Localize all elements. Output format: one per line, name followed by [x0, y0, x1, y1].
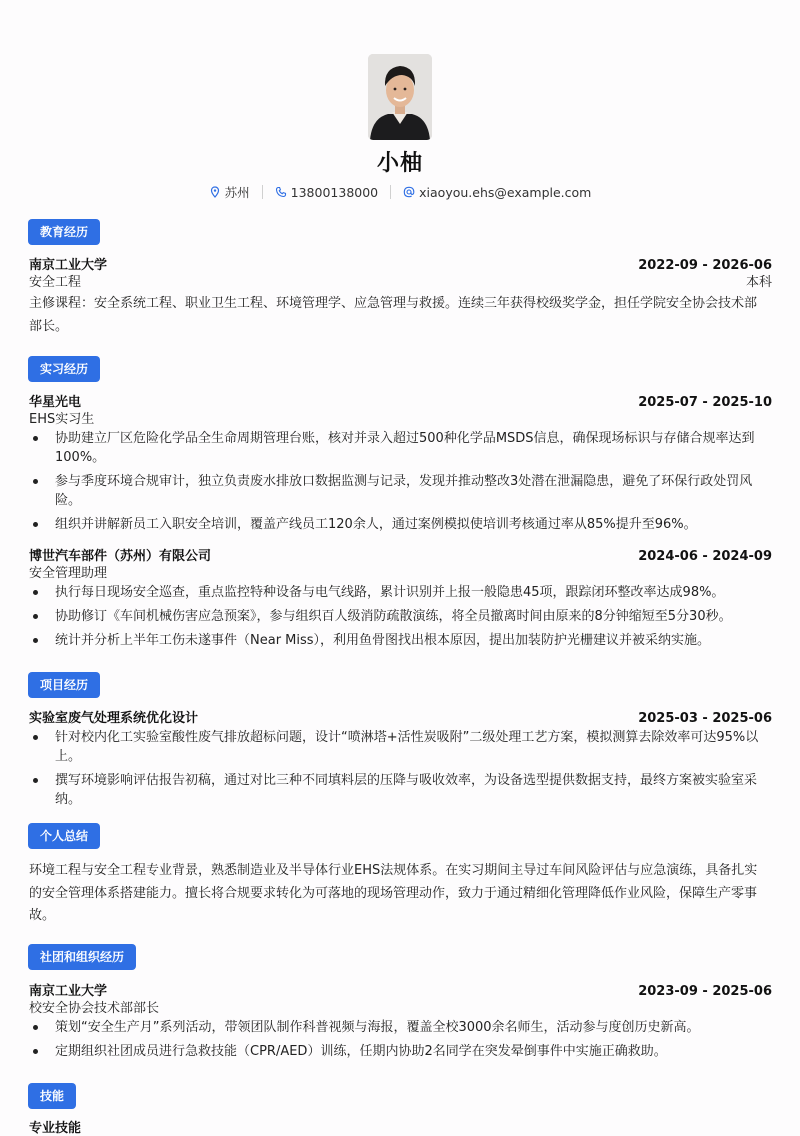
- location-pin-icon: [209, 186, 221, 198]
- job-role-row: [29, 562, 772, 581]
- contact-bar: [0, 183, 800, 201]
- club-org: 南京工业大学: [29, 984, 108, 999]
- project-name: 实验室废气处理系统优化设计: [29, 711, 199, 726]
- section-tag-skills: 技能: [28, 1083, 76, 1109]
- list-item: 针对校内化工实验室酸性废气排放超标问题，设计“喷淋塔+活性炭吸附”二级处理工艺方案，模拟测算去除效率可达95%以上。: [29, 728, 769, 766]
- email-text: xiaoyou.ehs@example.com: [419, 184, 592, 200]
- section-tag-clubs: 社团和组织经历: [28, 944, 136, 970]
- avatar-portrait-icon: [368, 54, 432, 140]
- education-school: 南京工业大学: [29, 258, 108, 273]
- job-company: 华星光电: [29, 395, 82, 410]
- club-role: 校安全协会技术部部长: [29, 1001, 160, 1016]
- list-item: 协助建立厂区危险化学品全生命周期管理台账，核对并录入超过500种化学品MSDS信息，确保现场标识与存储合规率达到100%。: [29, 429, 769, 467]
- list-item: 执行每日现场安全巡查，重点监控特种设备与电气线路，累计识别并上报一般隐患45项，跟踪闭环整改率达成98%。: [29, 583, 769, 602]
- phone-icon: [275, 186, 287, 198]
- education-subrow: [29, 271, 772, 290]
- phone-item: [275, 185, 378, 200]
- club-bullets: [29, 1018, 769, 1066]
- education-degree: 本科: [745, 275, 772, 290]
- list-item: 组织并讲解新员工入职安全培训，覆盖产线员工120余人，通过案例模拟使培训考核通过率从85%提升至96%。: [29, 515, 769, 534]
- job-role: EHS实习生: [29, 412, 95, 427]
- job-bullets: [29, 429, 769, 539]
- email-item: [403, 185, 591, 200]
- project-dates: 2025-03 - 2025-06: [638, 711, 772, 726]
- summary-text: 环境工程与安全工程专业背景，熟悉制造业及半导体行业EHS法规体系。在实习期间主导过车间风险评估与应急演练，具备扎实的安全管理体系搭建能力。擅长将合规要求转化为可落地的现场管理动作，致力于通过精细化管理降低作业风险，保障生产零事故。: [29, 863, 758, 923]
- job-company: 博世汽车部件（苏州）有限公司: [29, 549, 212, 564]
- list-item: 策划“安全生产月”系列活动，带领团队制作科普视频与海报，覆盖全校3000余名师生，活动参与度创历史新高。: [29, 1018, 769, 1037]
- project-row: [29, 707, 772, 726]
- education-major: 安全工程: [29, 275, 82, 290]
- list-item: 撰写环境影响评估报告初稿，通过对比三种不同填料层的压降与吸收效率，为设备选型提供数据支持，最终方案被实验室采纳。: [29, 771, 769, 809]
- list-item: 统计并分析上半年工伤未遂事件（Near Miss），利用鱼骨图找出根本原因，提出加装防护光栅建议并被采纳实施。: [29, 631, 769, 650]
- job-role-row: [29, 408, 772, 427]
- club-role-row: [29, 997, 772, 1016]
- location-item: [209, 183, 250, 201]
- project-bullets: [29, 728, 769, 814]
- candidate-name: 小柚: [376, 151, 423, 176]
- contact-divider: [390, 185, 391, 199]
- list-item: 参与季度环境合规审计，独立负责废水排放口数据监测与记录，发现并推动整改3处潜在泄漏隐患，避免了环保行政处罚风险。: [29, 472, 769, 510]
- education-dates: 2022-09 - 2026-06: [638, 258, 772, 273]
- section-tag-education: 教育经历: [28, 219, 100, 245]
- section-tag-internship: 实习经历: [28, 356, 100, 382]
- list-item: 定期组织社团成员进行急救技能（CPR/AED）训练，任期内协助2名同学在突发晕倒事件中实施正确救助。: [29, 1042, 769, 1061]
- job-bullets: [29, 583, 769, 655]
- phone-text: 13800138000: [290, 184, 379, 200]
- section-tag-projects: 项目经历: [28, 672, 100, 698]
- contact-divider: [262, 185, 263, 199]
- list-item: 协助修订《车间机械伤害应急预案》，参与组织百人级消防疏散演练，将全员撤离时间由原来的8分钟缩短至5分30秒。: [29, 607, 769, 626]
- skills-row: [29, 1117, 772, 1136]
- job-dates: 2025-07 - 2025-10: [638, 395, 772, 410]
- location-text: 苏州: [224, 185, 250, 200]
- education-description: 主修课程：安全系统工程、职业卫生工程、环境管理学、应急管理与救援。连续三年获得校级奖学金，担任学院安全协会技术部部长。: [29, 296, 758, 334]
- skills-heading: 专业技能: [29, 1121, 82, 1136]
- club-dates: 2023-09 - 2025-06: [638, 984, 772, 999]
- job-role: 安全管理助理: [29, 566, 108, 581]
- at-sign-icon: [403, 186, 415, 198]
- section-tag-summary: 个人总结: [28, 823, 100, 849]
- avatar-photo: [368, 54, 432, 140]
- job-dates: 2024-06 - 2024-09: [638, 549, 772, 564]
